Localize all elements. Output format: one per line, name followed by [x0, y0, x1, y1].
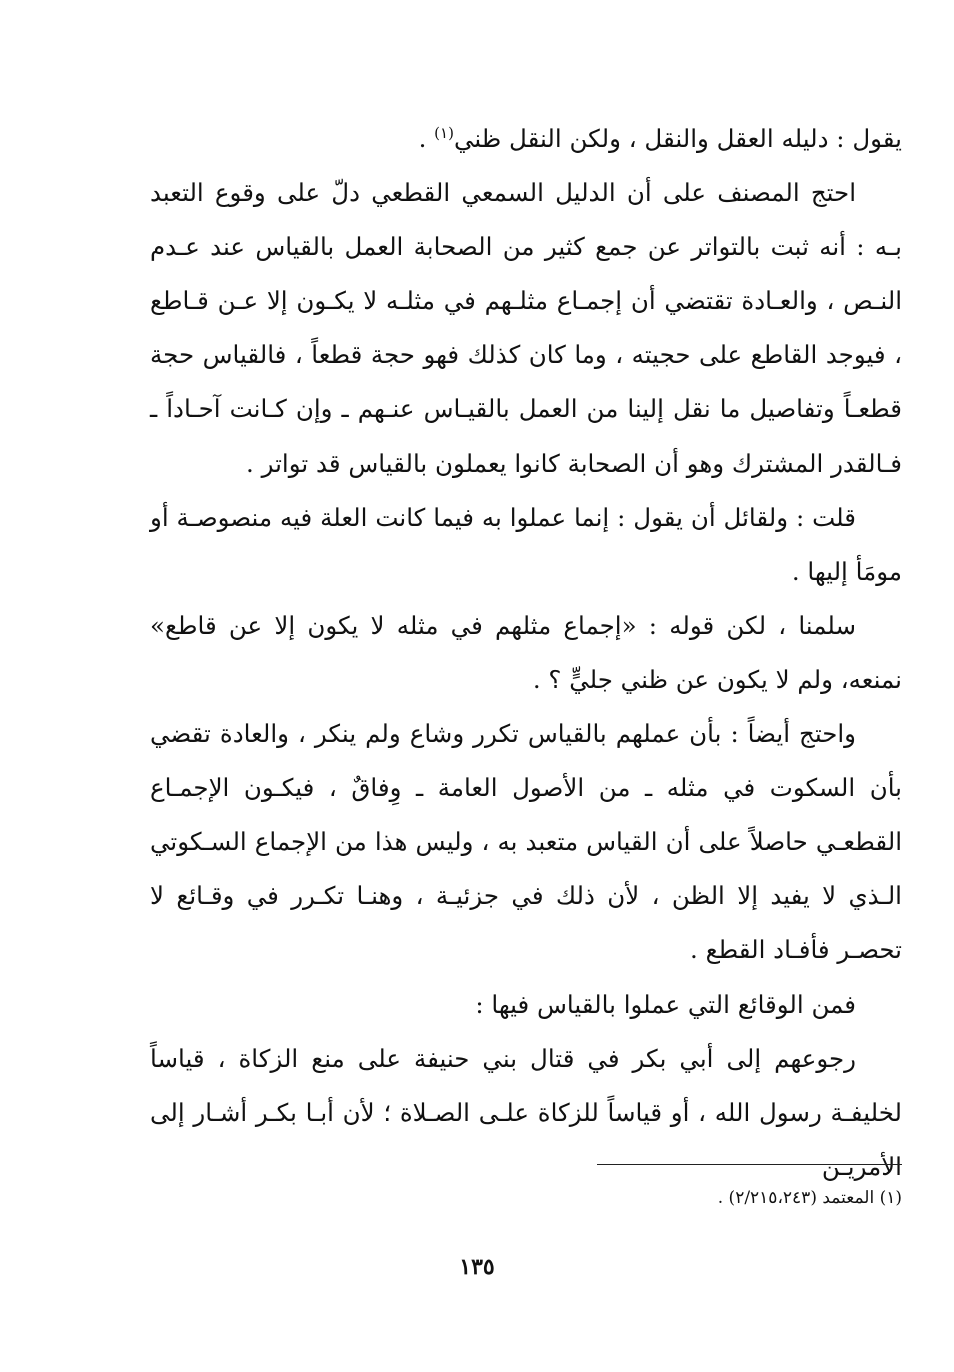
paragraph-6: فمن الوقائع التي عملوا بالقياس فيها :	[475, 989, 856, 1019]
paragraph-1-text: يقول : دليله العقل والنقل ، ولكن النقل ظني	[453, 124, 902, 153]
page-body	[150, 112, 902, 1194]
footnote: (١) المعتمد (٢/٢١٥،٢٤٣) .	[717, 1188, 902, 1208]
paragraph-4: سلمنا ، لكن قوله : «إجماع مثلهم في مثله لا يكون إلا عن قاطع» نمنعه، ولم لا يكون عن ظني جليٍّ ؟ .	[150, 610, 902, 694]
paragraph-3: قلت : ولقائل أن يقول : إنما عملوا به فيما كانت العلة فيه منصوصـة أو مومَأ إليها .	[150, 502, 902, 586]
paragraph-1	[150, 112, 902, 166]
paragraph-1-tail: .	[418, 124, 435, 153]
page-number: ١٣٥	[459, 1254, 495, 1280]
paragraph-5: واحتج أيضاً : بأن عملهم بالقياس تكرر وشاع ولم ينكر ، والعادة تقضي بأن السكوت في مثله ـ من الأصول العامة ـ وِفاقٌ ، فيكـون الإجمـاع القطعـي حاصلاً على أن القياس متعبد به ، وليس هذا من الإجماع السـكوتي الـذي لا يفيد إلا الظن ، لأن ذلك في جزئيـة ، وهنـا تكـرر في وقـائع لا تحصـر فأفـاد القطع .	[150, 719, 902, 965]
footnote-divider	[597, 1164, 902, 1165]
paragraph-2: احتج المصنف على أن الدليل السمعي القطعي دلّ على وقوع التعبد بـه : أنه ثبت بالتواتر عن جمع كثير من الصحابة العمل بالقياس عند عـدم النـص ، والعـادة تقتضي أن إجمـاع مثلـهم في مثلـه لا يكـون إلا عـن قـاطع ، فيوجد القاطع على حجيته ، وما كان كذلك فهو حجة قطعاً ، فالقياس حجة قطعـاً وتفاصيل ما نقل إلينا من العمل بالقيـاس عنـهم ـ وإن كـانت آحـاداً ـ فـالقدر المشترك وهو أن الصحابة كانوا يعملون بالقياس قد تواتر .	[150, 178, 902, 478]
paragraph-7: رجوعهم إلى أبي بكر في قتال بني حنيفة على منع الزكاة ، قياساً لخليفـة رسول الله ، أو قياساً للزكاة علـى الصـلاة ؛ لأن أبـا بكـر أشـار إلى الأمريـن	[150, 1043, 902, 1181]
footnote-reference: (١)	[434, 123, 454, 142]
